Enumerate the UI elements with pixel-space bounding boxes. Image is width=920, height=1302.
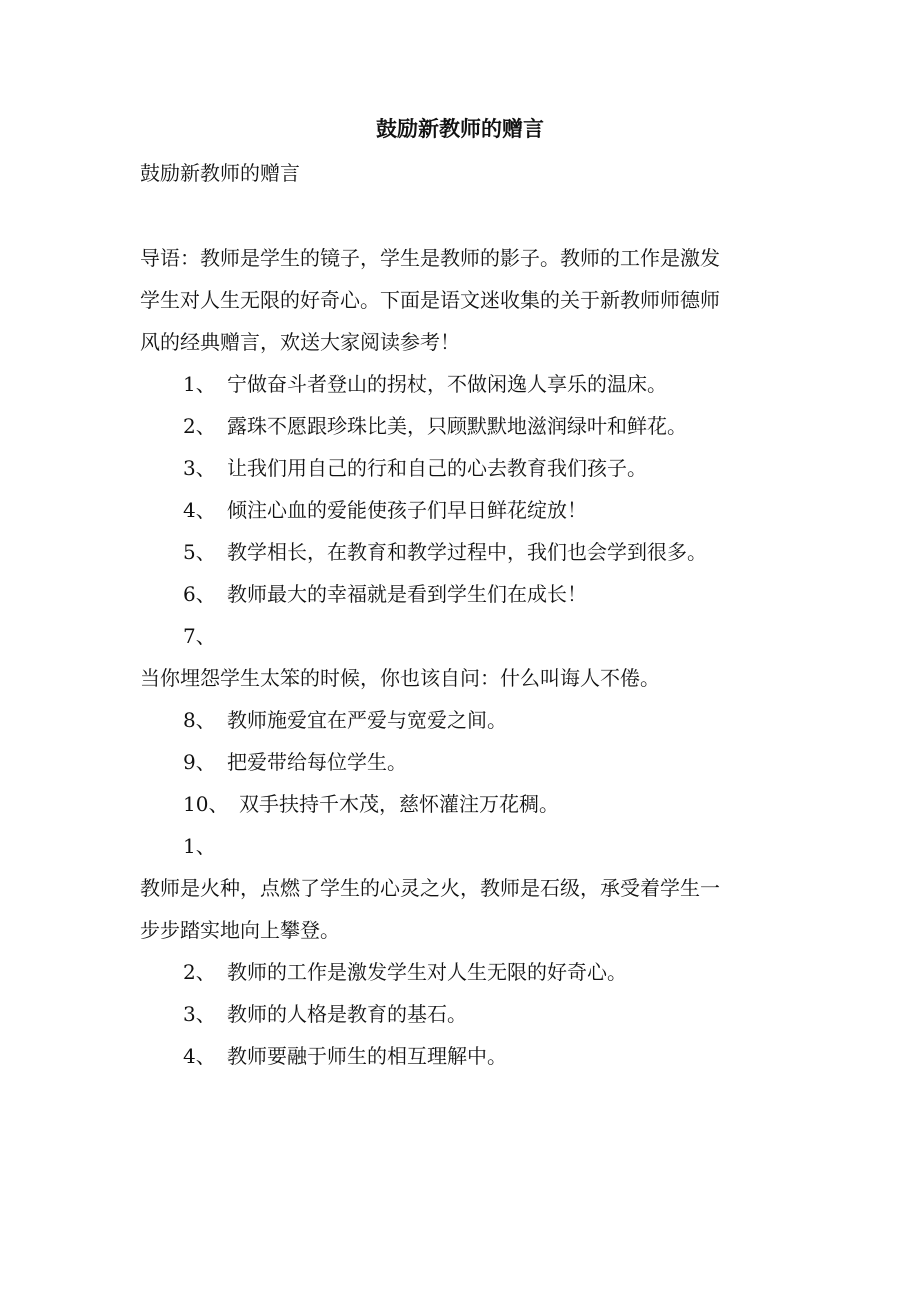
list-item-text: 教师要融于师生的相互理解中。 <box>227 1044 507 1068</box>
list-item-number: 4、 <box>183 1044 216 1068</box>
list-item-number: 5、 <box>183 540 216 564</box>
list-item <box>183 367 667 401</box>
list-item <box>183 451 647 485</box>
list-item-text: 倾注心血的爱能使孩子们早日鲜花绽放！ <box>227 498 587 522</box>
list-item <box>183 577 587 611</box>
list-item <box>183 493 587 527</box>
item1b-line-2: 步步踏实地向上攀登。 <box>140 918 340 942</box>
list-item-number: 1、 <box>183 372 216 396</box>
list-item <box>183 829 227 863</box>
list-item <box>183 619 227 653</box>
list-item <box>183 745 407 779</box>
list-item-text: 宁做奋斗者登山的拐杖，不做闲逸人享乐的温床。 <box>227 372 667 396</box>
list-item <box>183 955 627 989</box>
item7-continuation: 当你埋怨学生太笨的时候，你也该自问：什么叫诲人不倦。 <box>140 666 660 690</box>
list-item-number: 6、 <box>183 582 216 606</box>
list-item-number: 3、 <box>183 456 216 480</box>
list-item-text: 把爱带给每位学生。 <box>227 750 407 774</box>
intro-line-2: 学生对人生无限的好奇心。下面是语文迷收集的关于新教师师德师 <box>140 288 720 312</box>
list-item-number: 10、 <box>183 792 229 816</box>
document-subtitle: 鼓励新教师的赠言 <box>140 161 300 185</box>
list-item-number: 8、 <box>183 708 216 732</box>
list-item <box>183 535 707 569</box>
list-item-text: 教学相长，在教育和教学过程中，我们也会学到很多。 <box>227 540 707 564</box>
list-item-text: 双手扶持千木茂，慈怀灌注万花稠。 <box>239 792 559 816</box>
list-item <box>183 409 687 443</box>
list-item-number: 9、 <box>183 750 216 774</box>
list-item <box>183 787 559 821</box>
list-item-number: 2、 <box>183 414 216 438</box>
list-item-text: 教师施爱宜在严爱与宽爱之间。 <box>227 708 507 732</box>
list-item-number: 2、 <box>183 960 216 984</box>
list-item <box>183 997 467 1031</box>
list-item-text: 教师最大的幸福就是看到学生们在成长！ <box>227 582 587 606</box>
list-item <box>183 1039 507 1073</box>
list-item-number: 7、 <box>183 624 216 648</box>
list-item-text: 让我们用自己的行和自己的心去教育我们孩子。 <box>227 456 647 480</box>
item1b-line-1: 教师是火种，点燃了学生的心灵之火，教师是石级，承受着学生一 <box>140 876 720 900</box>
list-item-number: 1、 <box>183 834 216 858</box>
intro-line-3: 风的经典赠言，欢送大家阅读参考！ <box>140 330 460 354</box>
list-item-text: 教师的工作是激发学生对人生无限的好奇心。 <box>227 960 627 984</box>
list-item-number: 3、 <box>183 1002 216 1026</box>
list-item-text: 露珠不愿跟珍珠比美，只顾默默地滋润绿叶和鲜花。 <box>227 414 687 438</box>
list-item-text: 教师的人格是教育的基石。 <box>227 1002 467 1026</box>
document-title: 鼓励新教师的赠言 <box>376 116 544 141</box>
list-item <box>183 703 507 737</box>
list-item-number: 4、 <box>183 498 216 522</box>
intro-line-1: 导语：教师是学生的镜子，学生是教师的影子。教师的工作是激发 <box>140 246 720 270</box>
